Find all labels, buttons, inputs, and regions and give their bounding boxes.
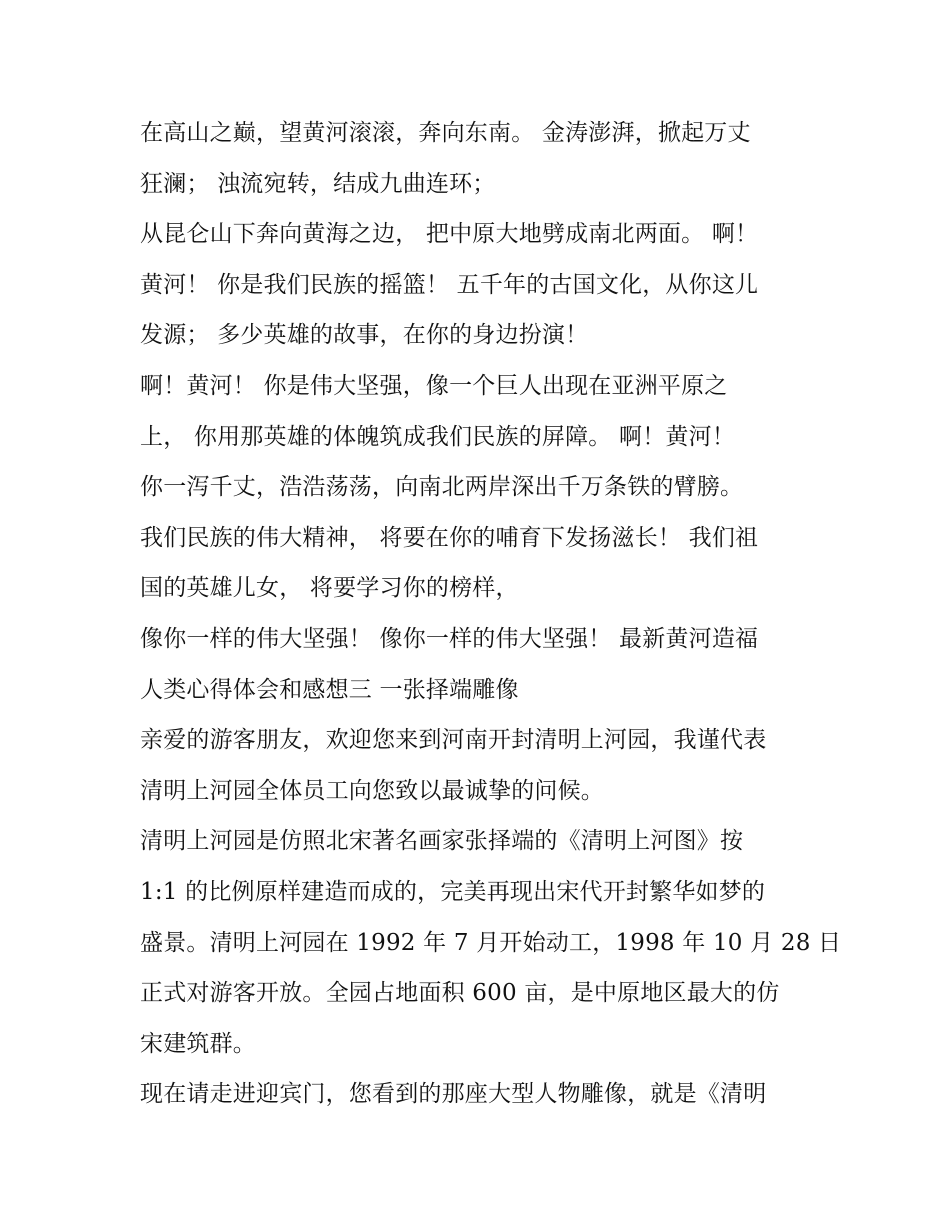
text-line: 宋建筑群。	[140, 1030, 256, 1057]
text-line: 发源； 多少英雄的故事，在你的身边扮演！	[140, 322, 589, 349]
text-line: 你一泻千丈，浩浩荡荡，向南北两岸深出千万条铁的臂膀。	[140, 474, 744, 501]
text-line: 从昆仑山下奔向黄海之边， 把中原大地劈成南北两面。 啊！	[140, 221, 759, 248]
text-line: 在高山之巅，望黄河滚滚，奔向东南。 金涛澎湃，掀起万丈	[140, 120, 751, 146]
text-line: 亲爱的游客朋友，欢迎您来到河南开封清明上河园，我谨代表	[140, 727, 767, 754]
text-line: 狂澜； 浊流宛转，结成九曲连环；	[140, 170, 496, 197]
text-line: 像你一样的伟大坚强！ 像你一样的伟大坚强！ 最新黄河造福	[140, 625, 759, 652]
text-line: 盛景。清明上河园在 1992 年 7 月开始动工，1998 年 10 月 28 日	[140, 929, 842, 956]
text-line: 现在请走进迎宾门，您看到的那座大型人物雕像，就是《清明	[140, 1081, 767, 1108]
text-line: 我们民族的伟大精神， 将要在你的哺育下发扬滋长！ 我们祖	[140, 524, 759, 551]
document-body	[140, 108, 842, 1120]
text-line: 清明上河园全体员工向您致以最诚挚的问候。	[140, 777, 604, 804]
text-line: 1:1 的比例原样建造而成的，完美再现出宋代开封繁华如梦的	[140, 878, 766, 905]
text-line: 人类心得体会和感想三 一张择端雕像	[140, 676, 519, 703]
text-line: 上， 你用那英雄的体魄筑成我们民族的屏障。 啊！黄河！	[140, 423, 736, 450]
text-line: 黄河！ 你是我们民族的摇篮！ 五千年的古国文化，从你这儿	[140, 271, 759, 298]
text-line: 正式对游客开放。全园占地面积 600 亩，是中原地区最大的仿	[140, 980, 780, 1007]
text-line: 清明上河园是仿照北宋著名画家张择端的《清明上河图》按	[140, 828, 744, 855]
text-line: 国的英雄儿女， 将要学习你的榜样，	[140, 575, 519, 602]
text-line: 啊！黄河！ 你是伟大坚强，像一个巨人出现在亚洲平原之	[140, 372, 728, 399]
